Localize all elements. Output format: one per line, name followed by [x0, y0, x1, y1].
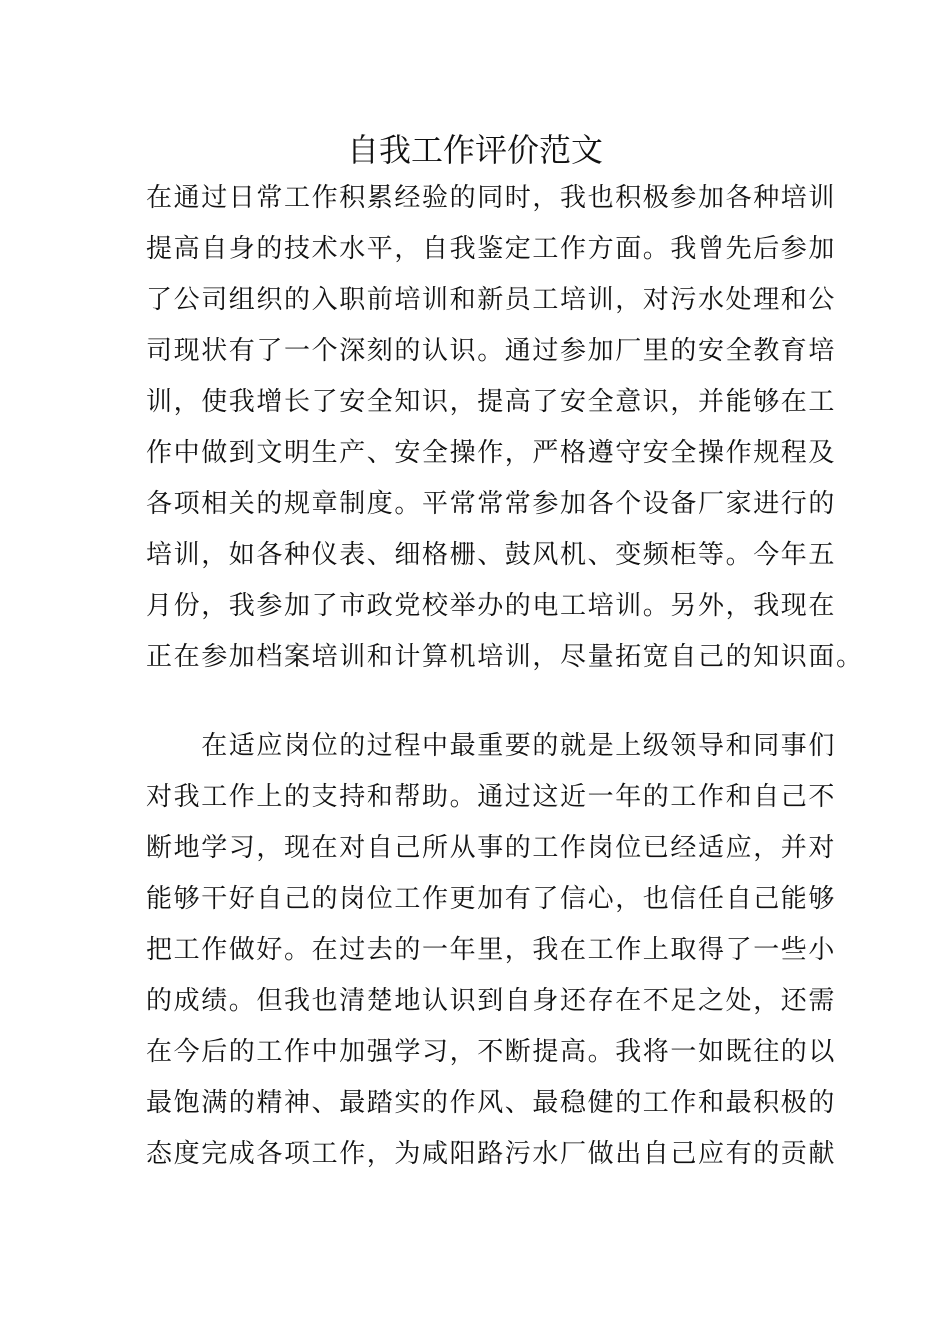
paragraph-line: 培训，如各种仪表、细格栅、鼓风机、变频柜等。今年五 [146, 540, 837, 570]
paragraph-line: 态度完成各项工作，为咸阳路污水厂做出自己应有的贡献 [146, 1139, 837, 1169]
paragraph-line: 对我工作上的支持和帮助。通过这近一年的工作和自己不 [146, 782, 837, 812]
paragraph-line: 了公司组织的入职前培训和新员工培训，对污水处理和公 [146, 285, 837, 315]
paragraph-line: 司现状有了一个深刻的认识。通过参加厂里的安全教育培 [146, 336, 837, 366]
paragraph-line: 在适应岗位的过程中最重要的就是上级领导和同事们 [146, 731, 837, 761]
paragraph-line: 训，使我增长了安全知识，提高了安全意识，并能够在工 [146, 387, 837, 417]
paragraph-line: 作中做到文明生产、安全操作，严格遵守安全操作规程及 [146, 438, 837, 468]
paragraph-line: 提高自身的技术水平，自我鉴定工作方面。我曾先后参加 [146, 234, 837, 264]
paragraph-line: 把工作做好。在过去的一年里，我在工作上取得了一些小 [146, 935, 837, 965]
paragraph-line: 最饱满的精神、最踏实的作风、最稳健的工作和最积极的 [146, 1088, 837, 1118]
paragraph-line: 月份，我参加了市政党校举办的电工培训。另外，我现在 [146, 591, 837, 621]
paragraph-line: 在通过日常工作积累经验的同时，我也积极参加各种培训 [146, 183, 837, 213]
paragraph-line: 的成绩。但我也清楚地认识到自身还存在不足之处，还需 [146, 986, 837, 1016]
paragraph-line: 能够干好自己的岗位工作更加有了信心，也信任自己能够 [146, 884, 837, 914]
paragraph-line: 断地学习，现在对自己所从事的工作岗位已经适应，并对 [146, 833, 837, 863]
paragraph-line: 在今后的工作中加强学习，不断提高。我将一如既往的以 [146, 1037, 837, 1067]
paragraph-line: 正在参加档案培训和计算机培训，尽量拓宽自己的知识面。 [146, 642, 864, 672]
paragraph-line: 各项相关的规章制度。平常常常参加各个设备厂家进行的 [146, 489, 837, 519]
document-title: 自我工作评价范文 [346, 131, 603, 169]
paragraph-1 [146, 173, 864, 683]
paragraph-2 [146, 721, 837, 1180]
